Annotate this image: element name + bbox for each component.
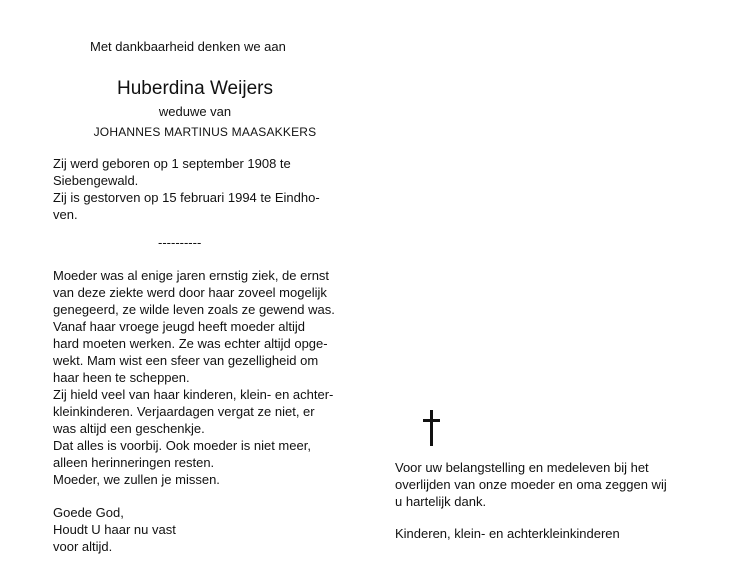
- story-line-6: wekt. Mam wist een sfeer van gezelligheid om: [53, 353, 319, 368]
- story-line-9: kleinkinderen. Verjaardagen vergat ze niet, er: [53, 404, 315, 419]
- prayer-line-3: voor altijd.: [53, 539, 113, 554]
- thanks-line-3: u hartelijk dank.: [395, 494, 487, 509]
- birth-line-2: Siebengewald.: [53, 173, 139, 188]
- cross-icon: [420, 410, 444, 446]
- story-line-8: Zij hield veel van haar kinderen, klein- en achter-: [53, 387, 334, 402]
- story-line-7: haar heen te scheppen.: [53, 370, 190, 385]
- story-line-12: alleen herinneringen resten.: [53, 455, 215, 470]
- thanks-line-1: Voor uw belangstelling en medeleven bij het: [395, 460, 649, 475]
- separator: ----------: [158, 235, 202, 250]
- intro-line: Met dankbaarheid denken we aan: [90, 39, 286, 54]
- signature: Kinderen, klein- en achterkleinkinderen: [395, 526, 620, 541]
- story-line-1: Moeder was al enige jaren ernstig ziek, de ernst: [53, 268, 330, 283]
- story-line-13: Moeder, we zullen je missen.: [53, 472, 220, 487]
- deceased-name: Huberdina Weijers: [117, 78, 273, 99]
- story-line-10: was altijd een geschenkje.: [53, 421, 205, 436]
- widow-of-label: weduwe van: [158, 104, 232, 119]
- prayer-line-1: Goede God,: [53, 505, 124, 520]
- story-line-2: van deze ziekte werd door haar zoveel mogelijk: [53, 285, 327, 300]
- story-line-11: Dat alles is voorbij. Ook moeder is niet meer,: [53, 438, 311, 453]
- spouse-name: JOHANNES MARTINUS MAASAKKERS: [93, 125, 317, 139]
- prayer-line-2: Houdt U haar nu vast: [53, 522, 176, 537]
- death-line-2: ven.: [53, 207, 78, 222]
- death-line-1: Zij is gestorven op 15 februari 1994 te Eindho-: [53, 190, 320, 205]
- thanks-line-2: overlijden van onze moeder en oma zeggen wij: [395, 477, 667, 492]
- story-line-5: hard moeten werken. Ze was echter altijd opge-: [53, 336, 328, 351]
- story-line-4: Vanaf haar vroege jeugd heeft moeder altijd: [53, 319, 305, 334]
- story-line-3: genegeerd, ze wilde leven zoals ze gewend was.: [53, 302, 335, 317]
- birth-line-1: Zij werd geboren op 1 september 1908 te: [53, 156, 291, 171]
